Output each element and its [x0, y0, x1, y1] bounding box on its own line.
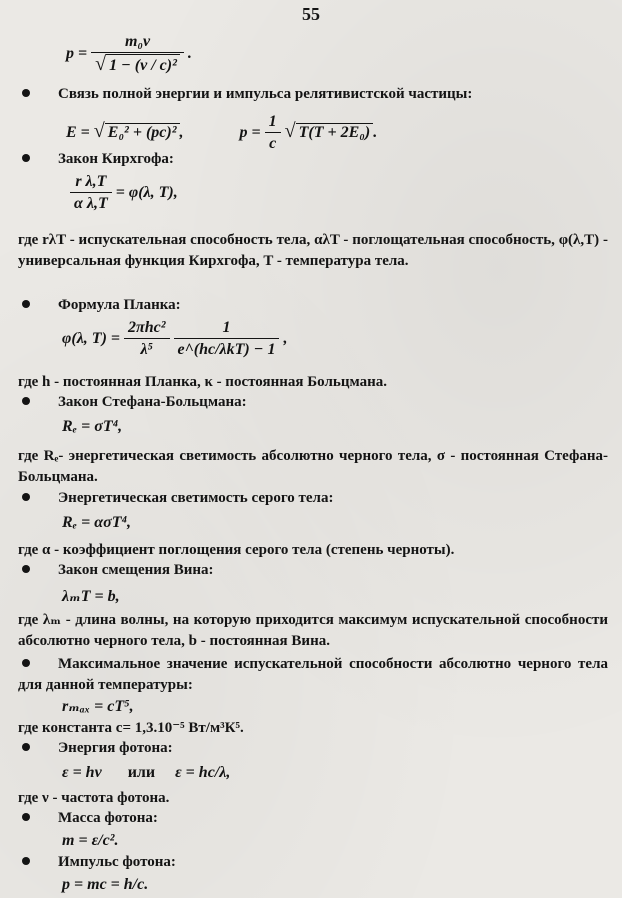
- formula-photon-energy: [62, 764, 230, 782]
- formula-tail: ,: [283, 330, 288, 348]
- radicand: T(T + 2E₀): [296, 123, 374, 142]
- page-number: 55: [302, 4, 320, 24]
- section-label: Импульс фотона:: [58, 854, 176, 870]
- formula-p-tail: .: [373, 124, 378, 142]
- bullet-icon: [22, 659, 30, 667]
- formula-rhs: = φ(λ, T),: [115, 184, 178, 202]
- text-photon-frequency: где ν - частота фотона.: [18, 790, 170, 806]
- formula-max-emissivity: rₘₐₓ = cT⁵,: [62, 698, 134, 715]
- formula-p-lhs: p =: [239, 124, 261, 142]
- section-energy-momentum: [22, 86, 472, 103]
- denominator: λ⁵: [140, 341, 154, 358]
- fraction: [265, 112, 281, 155]
- radical-sign: √: [284, 120, 296, 143]
- text-max-constant: где константа c= 1,3.10⁻⁵ Вт/м³К⁵.: [18, 720, 244, 736]
- denominator: [91, 53, 184, 77]
- section-label: Энергетическая светимость серого тела:: [58, 490, 334, 506]
- bullet-icon: [22, 813, 30, 821]
- formula-planck: [62, 318, 287, 361]
- formula-energy-momentum: [66, 112, 377, 155]
- section-photon-momentum: [22, 854, 176, 871]
- fraction: [91, 32, 184, 77]
- section-label: Энергия фотона:: [58, 740, 173, 756]
- text-stefan-definitions: где Rₑ- энергетическая светимость абсолютно черного тела, σ - постоянная Стефана-Больцмана.: [18, 448, 608, 485]
- formula-relativistic-momentum: [66, 32, 192, 77]
- bullet-icon: [22, 565, 30, 573]
- section-wien: [22, 562, 214, 579]
- text-planck-definitions: где h - постоянная Планка, κ - постоянная Больцмана.: [18, 374, 387, 390]
- radicand: 1 − (v / c)²: [106, 54, 180, 77]
- formula-lhs: φ(λ, T) =: [62, 330, 121, 348]
- numerator: 1: [265, 112, 281, 133]
- bullet-icon: [22, 397, 30, 405]
- numerator: 1: [174, 318, 280, 339]
- text-gray-definitions: где α - коэффициент поглощения серого тела (степень черноты).: [18, 542, 455, 558]
- formula-kirchhoff: [70, 172, 178, 215]
- text-max-emissivity-label: Максимальное значение испускательной способности абсолютно черного тела для данной температуры:: [18, 656, 608, 693]
- fraction: [174, 318, 280, 361]
- formula-tail: .: [187, 45, 192, 63]
- formula-stefan-boltzmann: Rₑ = σT⁴,: [62, 418, 123, 435]
- formula-gray-body: Rₑ = ασT⁴,: [62, 514, 132, 531]
- section-label: Закон смещения Вина:: [58, 562, 214, 578]
- formula-wien: λₘT = b,: [62, 588, 120, 605]
- formula-a: ε = hν: [62, 764, 102, 781]
- radical-sign: √: [93, 120, 105, 143]
- bullet-icon: [22, 857, 30, 865]
- formula-lhs: p =: [66, 45, 88, 63]
- fraction: [124, 318, 170, 361]
- denominator: c: [269, 135, 277, 152]
- section-photon-energy: [22, 740, 173, 757]
- bullet-icon: [22, 493, 30, 501]
- formula-e-tail: ,: [179, 124, 184, 142]
- fraction: [70, 172, 112, 215]
- section-label: Закон Стефана-Больцмана:: [58, 394, 247, 410]
- formula-photon-momentum: p = mc = h/c.: [62, 876, 149, 893]
- bullet-icon: [22, 743, 30, 751]
- text-wien-definitions: где λₘ - длина волны, на которую приходится максимум испускательной способности абсолютно черного тела, b - постоянная Вина.: [18, 612, 608, 649]
- section-label: Формула Планка:: [58, 297, 181, 313]
- section-stefan-boltzmann: [22, 394, 247, 411]
- formula-photon-mass: m = ε/c².: [62, 832, 119, 849]
- formula-or: или: [127, 764, 156, 781]
- numerator: m₀v: [91, 32, 184, 53]
- section-planck: [22, 297, 181, 314]
- section-label: Закон Кирхгофа:: [58, 151, 174, 167]
- text-kirchhoff-definitions: где rλT - испускательная способность тела, αλT - поглощательная способность, φ(λ,T) - универсальная функция Кирхгофа, T - температура тела.: [18, 232, 608, 269]
- section-photon-mass: [22, 810, 158, 827]
- bullet-icon: [22, 300, 30, 308]
- denominator: α λ,T: [74, 195, 108, 212]
- bullet-icon: [22, 89, 30, 97]
- denominator: e^(hc/λkT) − 1: [177, 341, 276, 358]
- numerator: r λ,T: [70, 172, 112, 193]
- section-label: Масса фотона:: [58, 810, 158, 826]
- numerator: 2πhc²: [124, 318, 170, 339]
- bullet-icon: [22, 154, 30, 162]
- radical-sign: √: [95, 53, 107, 75]
- section-gray-body: [22, 490, 333, 507]
- section-label: Связь полной энергии и импульса релятивистской частицы:: [58, 86, 473, 102]
- text-max-emissivity: [18, 654, 608, 696]
- formula-e-lhs: E =: [66, 124, 90, 142]
- radicand: E₀² + (pc)²: [105, 123, 180, 142]
- section-kirchhoff: [22, 151, 174, 168]
- formula-b: ε = hc/λ,: [175, 764, 231, 781]
